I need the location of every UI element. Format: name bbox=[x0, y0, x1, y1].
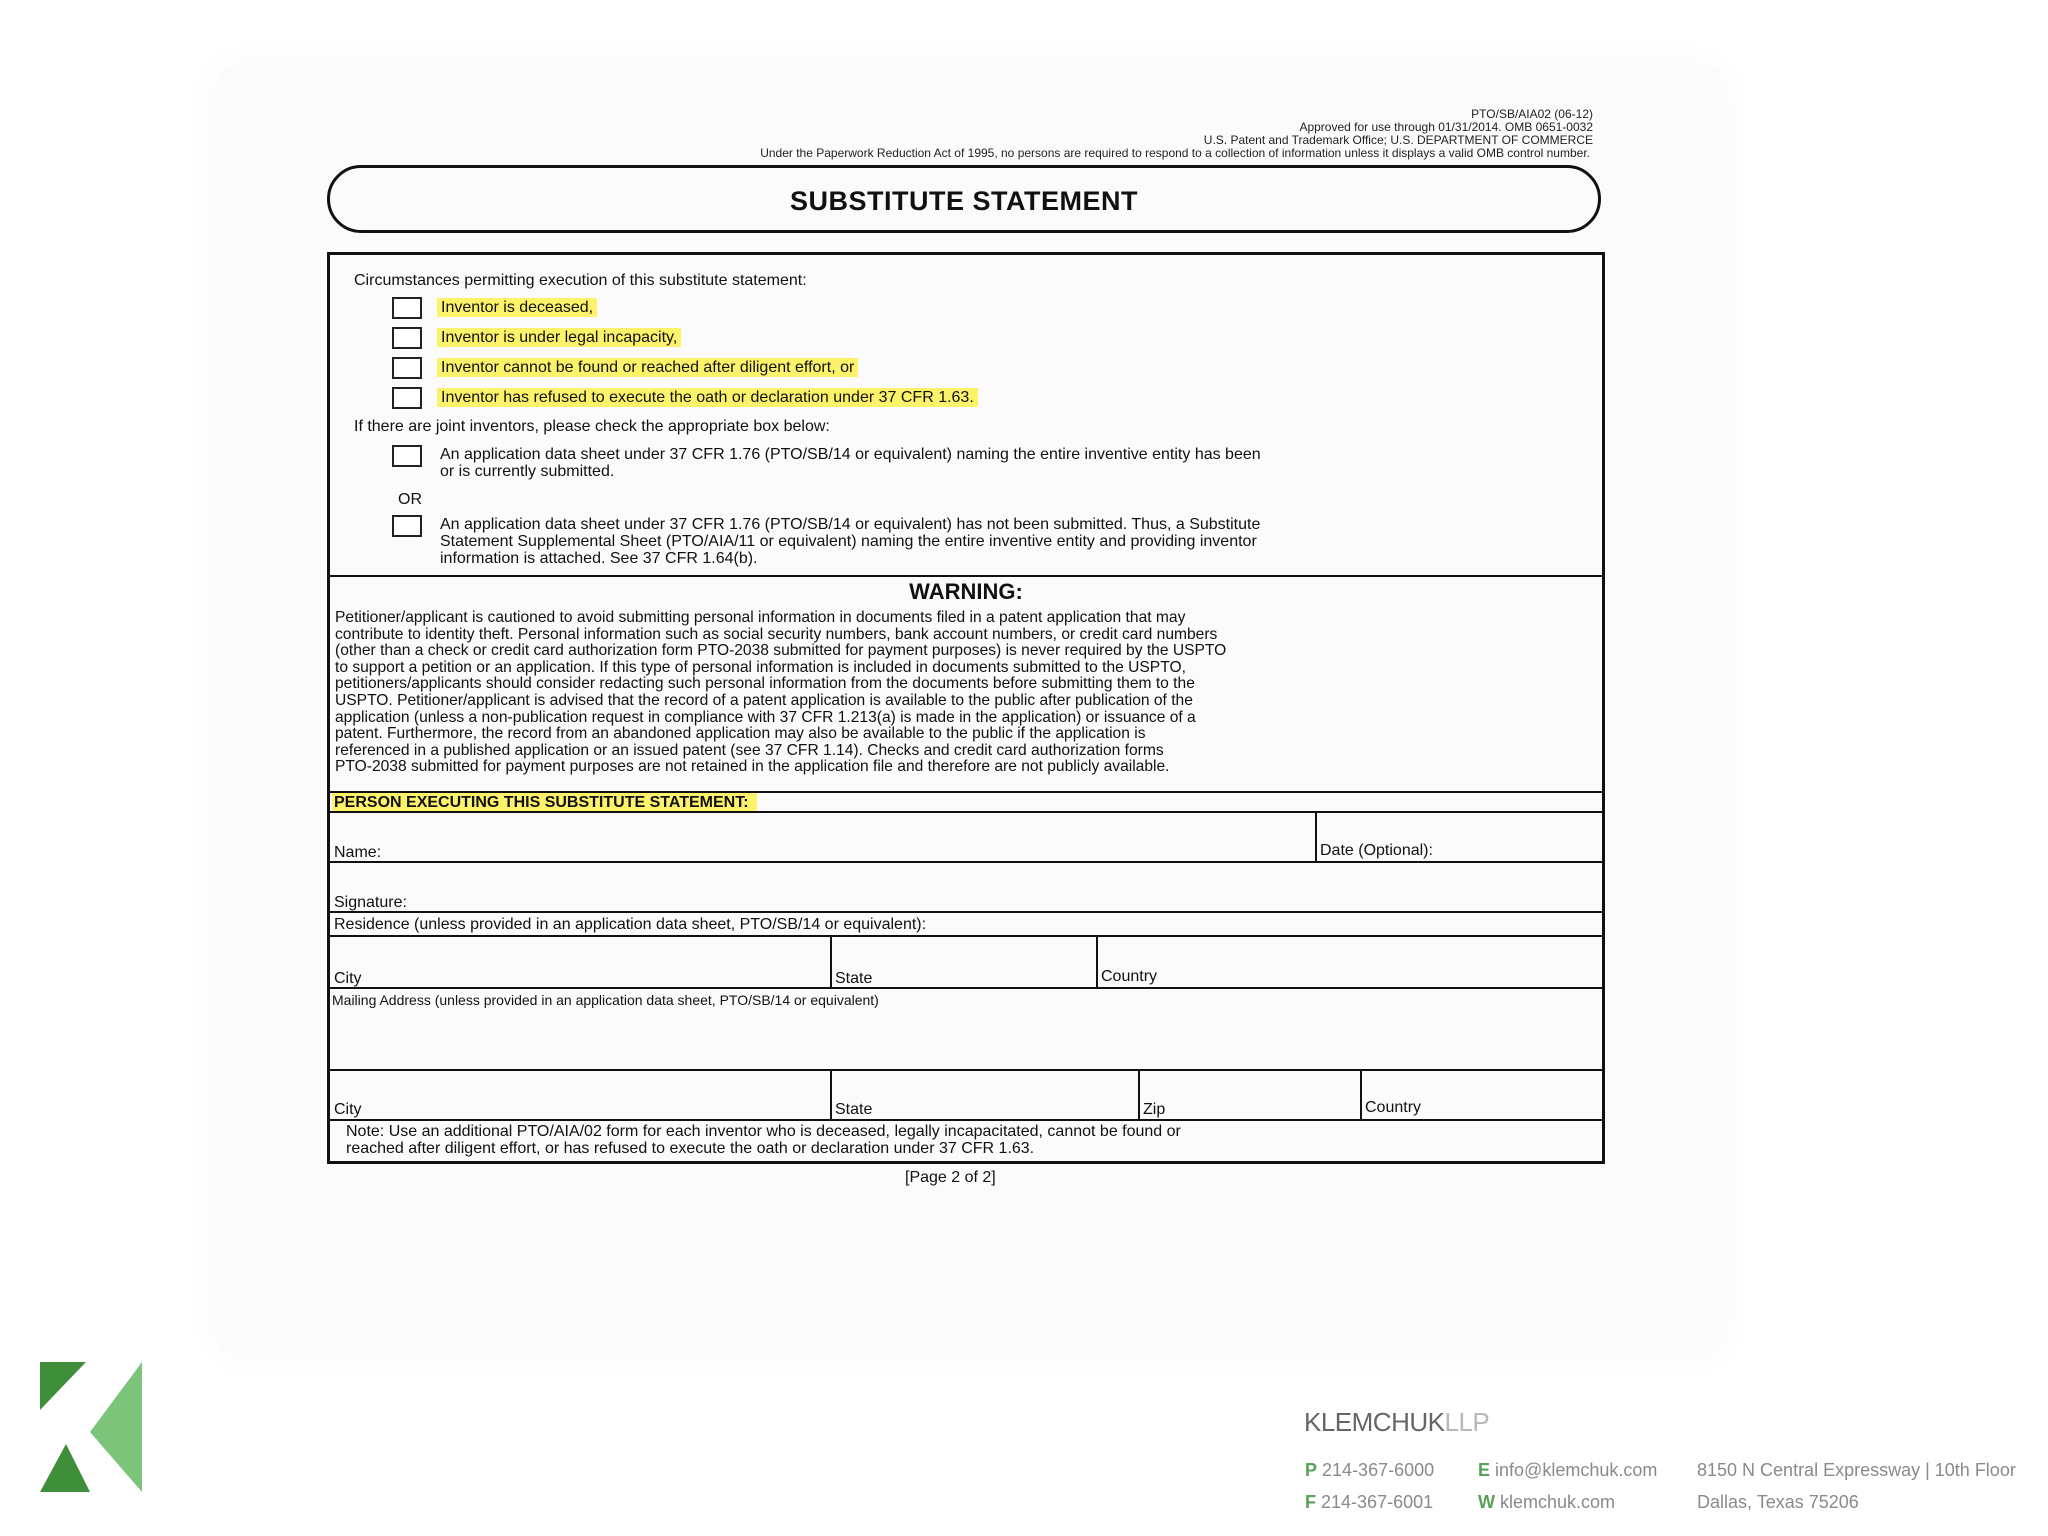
address-line1: 8150 N Central Expressway | 10th Floor bbox=[1697, 1460, 2016, 1480]
warning-body: Petitioner/applicant is cautioned to avoid submitting personal information in documents filed in a patent application that may contribute to identity theft. Personal information such as social security numbers, bank account numbers, or credit card numbers (other than a check or credit card authorization form PTO-2038 submitted for payment purposes) is never required by the USPTO to support a petition or an application. If this type of personal information is included in documents submitted to the USPTO, petitioners/applicants should consider redacting such personal information from the documents before submitting them to the USPTO. Petitioner/applicant is advised that the record of a patent application is available to the public after publication of the application (unless a non-publication request in compliance with 37 CFR 1.213(a) is made in the application) or issuance of a patent. Furthermore, the record from an abandoned application may also be available to the public if the application is referenced in a published application or an issued patent (see 37 CFR 1.14). Checks and credit card authorization forms PTO-2038 submitted for payment purposes are not retained in the application file and therefore are not publicly available. bbox=[335, 609, 1227, 776]
ads-not-submitted-line2: Statement Supplemental Sheet (PTO/AIA/11 or equivalent) naming the entire inventive entity and providing inventor bbox=[440, 533, 1257, 550]
divider-res-city-state bbox=[830, 935, 832, 987]
divider-mail-zip-country bbox=[1360, 1069, 1362, 1119]
option-deceased-label: Inventor is deceased, bbox=[437, 298, 597, 317]
firm-suffix: LLP bbox=[1444, 1407, 1490, 1437]
checkbox-refused[interactable] bbox=[392, 387, 422, 409]
residence-state-label: State bbox=[835, 970, 873, 987]
form-title: SUBSTITUTE STATEMENT bbox=[790, 186, 1138, 216]
mailing-state-label: State bbox=[835, 1101, 873, 1118]
fax-line bbox=[1305, 1492, 1433, 1513]
divider-signature bbox=[330, 861, 1602, 863]
page-number: [Page 2 of 2] bbox=[905, 1169, 996, 1186]
ads-not-submitted-line3: information is attached. See 37 CFR 1.64(b). bbox=[440, 550, 758, 567]
logo-right-shape bbox=[90, 1362, 142, 1492]
email-prefix: E bbox=[1478, 1460, 1491, 1480]
phone-prefix: P bbox=[1305, 1460, 1318, 1480]
web-prefix: W bbox=[1478, 1492, 1495, 1512]
divider-name-date bbox=[1315, 811, 1317, 861]
ads-submitted-line2: or is currently submitted. bbox=[440, 463, 615, 480]
web-line bbox=[1478, 1492, 1615, 1513]
checkbox-incapacity[interactable] bbox=[392, 327, 422, 349]
note-line1: Note: Use an additional PTO/AIA/02 form for each inventor who is deceased, legally incapacitated, cannot be found or bbox=[346, 1123, 1181, 1140]
residence-country-label: Country bbox=[1101, 968, 1158, 985]
form-number: PTO/SB/AIA02 (06-12) bbox=[1471, 107, 1593, 121]
or-label: OR bbox=[398, 491, 422, 508]
mailing-city-label: City bbox=[334, 1101, 362, 1118]
option-not-found-label: Inventor cannot be found or reached after diligent effort, or bbox=[437, 358, 858, 377]
title-box bbox=[327, 165, 1601, 233]
divider-mail-city-state bbox=[830, 1069, 832, 1119]
checkbox-ads-submitted[interactable] bbox=[392, 445, 422, 467]
paperwork-notice: Under the Paperwork Reduction Act of 1995, no persons are required to respond to a collection of information unless it displays a valid OMB control number. bbox=[760, 146, 1590, 160]
address-line2: Dallas, Texas 75206 bbox=[1697, 1492, 1859, 1512]
warning-title: WARNING: bbox=[909, 579, 1023, 604]
executing-heading-wrap bbox=[332, 794, 757, 812]
phone-line bbox=[1305, 1460, 1434, 1481]
date-label: Date (Optional): bbox=[1320, 842, 1433, 859]
divider-res-state-country bbox=[1096, 935, 1098, 987]
mailing-country-label: Country bbox=[1365, 1099, 1422, 1116]
divider-mailing bbox=[330, 987, 1602, 989]
phone-number: 214-367-6000 bbox=[1322, 1460, 1435, 1480]
option-incapacity-wrap bbox=[437, 329, 681, 347]
ads-not-submitted-line1: An application data sheet under 37 CFR 1.76 (PTO/SB/14 or equivalent) has not been submitted. Thus, a Substitute bbox=[440, 516, 1261, 533]
divider-warning bbox=[330, 575, 1602, 577]
checkbox-ads-not-submitted[interactable] bbox=[392, 515, 422, 537]
joint-inventors-heading: If there are joint inventors, please check the appropriate box below: bbox=[354, 418, 830, 435]
residence-city-label: City bbox=[334, 970, 362, 987]
office-text: U.S. Patent and Trademark Office; U.S. DEPARTMENT OF COMMERCE bbox=[1203, 133, 1593, 147]
divider-mailing-fields bbox=[330, 1069, 1602, 1071]
divider-mail-state-zip bbox=[1138, 1069, 1140, 1119]
firm-name-text: KLEMCHUK bbox=[1304, 1407, 1445, 1437]
email-link[interactable]: info@klemchuk.com bbox=[1495, 1460, 1658, 1480]
substitute-statement-form bbox=[327, 252, 1605, 1164]
checkbox-deceased[interactable] bbox=[392, 297, 422, 319]
klemchuk-logo bbox=[40, 1362, 142, 1492]
option-refused-wrap bbox=[437, 389, 978, 407]
divider-residence-fields bbox=[330, 935, 1602, 937]
email-line bbox=[1478, 1460, 1657, 1481]
logo-bottom-shape bbox=[40, 1444, 90, 1492]
option-incapacity-label: Inventor is under legal incapacity, bbox=[437, 328, 681, 347]
signature-label: Signature: bbox=[334, 894, 407, 911]
residence-label: Residence (unless provided in an application data sheet, PTO/SB/14 or equivalent): bbox=[334, 916, 927, 933]
checkbox-not-found[interactable] bbox=[392, 357, 422, 379]
option-not-found-wrap bbox=[437, 359, 858, 377]
logo-top-shape bbox=[40, 1362, 86, 1410]
firm-name bbox=[1304, 1407, 1489, 1438]
executing-heading: PERSON EXECUTING THIS SUBSTITUTE STATEMENT: bbox=[332, 793, 757, 812]
name-label: Name: bbox=[334, 844, 382, 861]
web-link[interactable]: klemchuk.com bbox=[1500, 1492, 1616, 1512]
fax-number: 214-367-6001 bbox=[1321, 1492, 1434, 1512]
option-refused-label: Inventor has refused to execute the oath or declaration under 37 CFR 1.63. bbox=[437, 388, 978, 407]
divider-residence bbox=[330, 911, 1602, 913]
mailing-zip-label: Zip bbox=[1143, 1101, 1166, 1118]
approval-text: Approved for use through 01/31/2014. OMB 0651-0032 bbox=[1299, 120, 1593, 134]
note-line2: reached after diligent effort, or has refused to execute the oath or declaration under 37 CFR 1.63. bbox=[346, 1140, 1035, 1157]
divider-note bbox=[330, 1119, 1602, 1121]
fax-prefix: F bbox=[1305, 1492, 1316, 1512]
divider-name bbox=[330, 811, 1602, 813]
option-deceased-wrap bbox=[437, 299, 597, 317]
ads-submitted-line1: An application data sheet under 37 CFR 1.76 (PTO/SB/14 or equivalent) naming the entire inventive entity has been bbox=[440, 446, 1261, 463]
circumstances-heading: Circumstances permitting execution of this substitute statement: bbox=[354, 272, 807, 289]
mailing-address-label: Mailing Address (unless provided in an application data sheet, PTO/SB/14 or equivalent) bbox=[332, 992, 879, 1008]
